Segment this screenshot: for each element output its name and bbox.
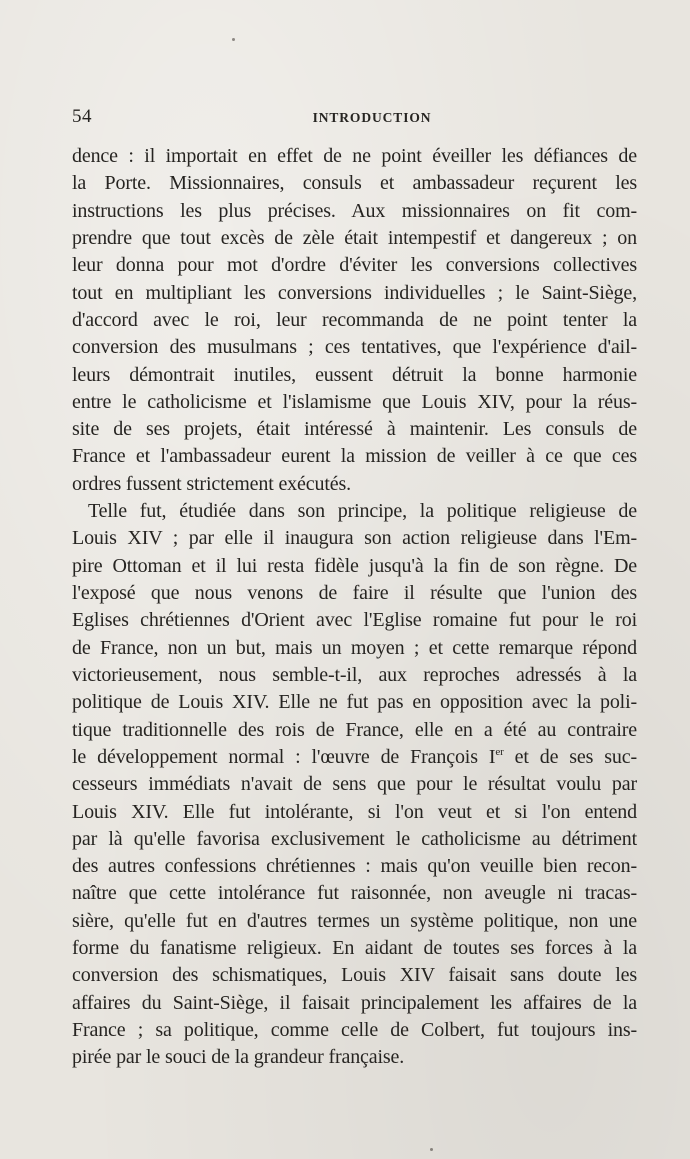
- superscript-er: er: [495, 745, 504, 758]
- text-line: cesseurs immédiats n'avait de sens que pour le résultat voulu par: [72, 773, 637, 796]
- text-line: forme du fanatisme religieux. En aidant de toutes ses forces à la: [72, 937, 637, 960]
- text-line: naître que cette intolérance fut raisonnée, non aveugle ni tracas-: [72, 882, 637, 905]
- text-line: leurs démontrait inutiles, eussent détruit la bonne harmonie: [72, 363, 637, 386]
- text-segment: et de ses suc-: [503, 745, 637, 768]
- text-line: Louis XIV. Elle fut intolérante, si l'on veut et si l'on entend: [72, 800, 637, 823]
- text-line: sière, qu'elle fut en d'autres termes un système politique, non une: [72, 909, 637, 932]
- text-segment: le développement normal : l'œuvre de François I: [72, 745, 496, 768]
- text-line: entre le catholicisme et l'islamisme que Louis XIV, pour la réus-: [72, 390, 637, 413]
- text-line: leur donna pour mot d'ordre d'éviter les conversions collectives: [72, 254, 637, 277]
- text-line: Eglises chrétiennes d'Orient avec l'Eglise romaine fut pour le roi: [72, 609, 637, 632]
- text-line: la Porte. Missionnaires, consuls et ambassadeur reçurent les: [72, 172, 637, 195]
- text-line: victorieusement, nous semble-t-il, aux reproches adressés à la: [72, 663, 637, 686]
- text-line: tique traditionnelle des rois de France, elle en a été au contraire: [72, 718, 637, 741]
- text-line: affaires du Saint-Siège, il faisait principalement les affaires de la: [72, 991, 637, 1014]
- text-line: l'exposé que nous venons de faire il résulte que l'union des: [72, 582, 637, 604]
- paragraph-end-line: ordres fussent strictement exécutés.: [72, 472, 351, 495]
- text-line: tout en multipliant les conversions individuelles ; le Saint-Siège,: [72, 281, 637, 304]
- text-line: conversion des schismatiques, Louis XIV faisait sans doute les: [72, 964, 637, 987]
- text-line: Louis XIV ; par elle il inaugura son action religieuse dans l'Em-: [72, 527, 637, 550]
- page-number: 54: [72, 106, 92, 127]
- text-line: pire Ottoman et il lui resta fidèle jusqu'à la fin de son règne. De: [72, 554, 637, 577]
- text-line: site de ses projets, était intéressé à maintenir. Les consuls de: [72, 418, 637, 441]
- paragraph-end-line: pirée par le souci de la grandeur française.: [72, 1046, 405, 1069]
- text-line: instructions les plus précises. Aux missionnaires on fit com-: [72, 199, 637, 222]
- text-line: des autres confessions chrétiennes : mais qu'on veuille bien recon-: [72, 855, 637, 878]
- text-line: France et l'ambassadeur eurent la mission de veiller à ce que ces: [72, 445, 637, 468]
- text-line: dence : il importait en effet de ne point éveiller les défiances de: [72, 145, 637, 167]
- text-line: France ; sa politique, comme celle de Colbert, fut toujours ins-: [72, 1019, 637, 1041]
- text-line: d'accord avec le roi, leur recommanda de ne point tenter la: [72, 308, 637, 331]
- text-line: prendre que tout excès de zèle était intempestif et dangereux ; on: [72, 226, 637, 249]
- text-line: conversion des musulmans ; ces tentatives, que l'expérience d'ail-: [72, 336, 637, 359]
- running-head: [72, 105, 632, 129]
- paper-speck: [430, 1148, 433, 1151]
- text-line: par là qu'elle favorisa exclusivement le catholicisme au détriment: [72, 827, 637, 850]
- paper-speck: [232, 38, 235, 41]
- text-line-francois: [72, 744, 637, 771]
- running-title: INTRODUCTION: [312, 110, 432, 125]
- text-line: politique de Louis XIV. Elle ne fut pas en opposition avec la poli-: [72, 691, 637, 714]
- text-line: de France, non un but, mais un moyen ; et cette remarque répond: [72, 636, 637, 659]
- body-text: [72, 143, 637, 1072]
- paragraph-start-line: Telle fut, étudiée dans son principe, la politique religieuse de: [88, 500, 637, 523]
